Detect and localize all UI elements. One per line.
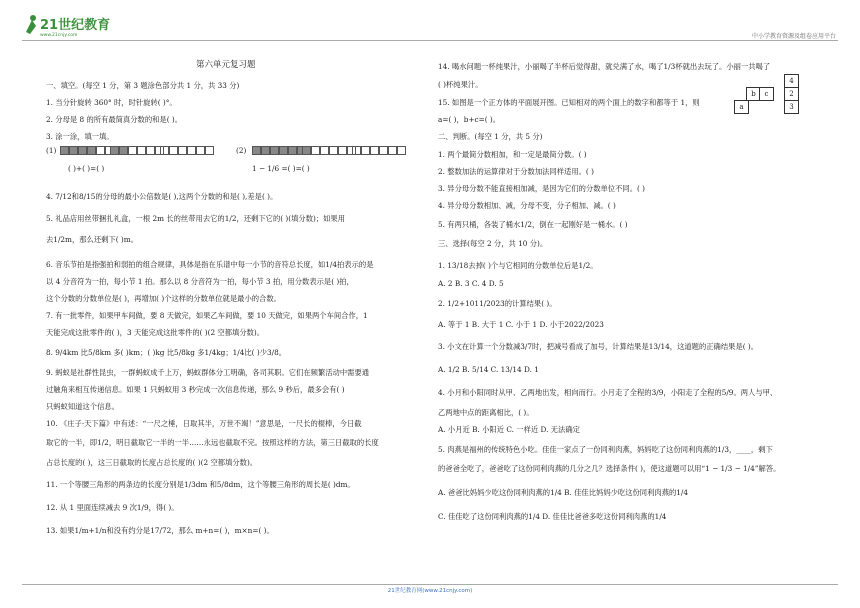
- question-text: 6. 音乐节拍是指强拍和弱拍的组合规律，具体是指在乐谱中每一小节的音符总长度，如1/4拍表示的是: [46, 260, 374, 269]
- question-text: 4. 7/12和8/15的分母的最小公倍数是( ),这两个分数的和是( ),差是( )。: [46, 192, 278, 201]
- question-text: 占总长度的( )，这三日截取的长度占总长度的( )(2 空都填分数)。: [46, 458, 258, 467]
- question-text: 5. 礼品店用丝带捆扎礼盒，一根 2m 长的丝带用去它的1/2，还剩下它的( )(填分数)；如果用: [46, 214, 346, 223]
- question-text: 3. 涂一涂，填一填。: [46, 132, 114, 141]
- net-cell: b: [746, 87, 761, 101]
- question-text: 12. 从 1 里面连续减去 9 次1/9，得( )。: [46, 503, 179, 512]
- net-cell: a: [734, 100, 749, 114]
- choice-options: A. 2 B. 3 C. 4 D. 5: [438, 279, 504, 288]
- question-text: 1. 13/18去掉( )个与它相同的分数单位后是1/2。: [438, 261, 598, 270]
- section-heading: 三、选择(每空 2 分，共 10 分)。: [438, 239, 548, 248]
- question-text: 3. 小文在计算一个分数减3/7时，把减号看成了加号，计算结果是13/14，这道题的正确结果是( )。: [438, 342, 759, 351]
- page-title: 第六单元复习题: [196, 60, 256, 70]
- net-cell: c: [759, 87, 774, 101]
- question-text: a=( )，b+c=( )。: [438, 115, 501, 124]
- question-text: 取它的一半，即1/2，明日截取它一半的一半……永远也截取不完。按照这样的方法，第三日截取的长度: [46, 438, 379, 447]
- question-text: 8. 9/4km 比5/8km 多( )km；( )kg 比5/8kg 多1/4kg；1/4比( )少3/8。: [46, 348, 287, 357]
- choice-options: A. 等于 1 B. 大于 1 C. 小于 1 D. 小于2022/2023: [438, 320, 604, 329]
- brand-logo: [22, 12, 142, 38]
- choice-options: A. 爸爸比妈妈少吃这份同利肉燕的1/4 B. 佳佳比妈妈少吃这份同利肉燕的1/4: [438, 488, 689, 497]
- net-cell: 2: [784, 87, 799, 101]
- question-text: 15. 如图是一个正方体的平面展开图。已知相对的两个面上的数字和都等于 1，则: [438, 98, 700, 107]
- question-text: 以 4 分音符为一拍，每小节 1 拍。那么以 8 分音符为一拍，每小节 3 拍，用分数表示是( )拍，: [46, 277, 354, 286]
- bar-equation: ( )+( )=( ): [68, 164, 105, 173]
- fraction-bar: [352, 146, 406, 154]
- footer-link[interactable]: 21世纪教育网(www.21cnjy.com): [387, 588, 473, 594]
- judgement-item: 4. 异分母分数相加、减，分母不变，分子相加、减。( ): [438, 201, 616, 210]
- judgement-item: 1. 两个最简分数相加，和一定是最简分数。( ): [438, 150, 587, 159]
- bar-label: (2): [236, 146, 247, 155]
- question-text: 1. 当分针旋转 360° 时，时针旋转( )°。: [46, 98, 177, 107]
- question-text: 7. 有一批零件，如果甲车间做，要 8 天做完，如果乙车间做，要 10 天做完，如果两个车间合作，1: [46, 311, 368, 320]
- bar-label: (1): [46, 146, 57, 155]
- question-text: ( )杯纯果汁。: [438, 80, 483, 89]
- bar-equation: 1 − 1/6 =( )=( ): [252, 164, 310, 173]
- choice-options: A. 小月近 B. 小阳近 C. 一样近 D. 无法确定: [438, 425, 580, 434]
- fraction-bar: [160, 146, 214, 154]
- question-text: 5. 肉燕是福州的传统特色小吃。佳佳一家点了一份同利肉燕，妈妈吃了这份同利肉燕的1/3，____，剩下: [438, 445, 773, 454]
- fraction-bar: [60, 146, 114, 154]
- question-text: 11. 一个等腰三角形的两条边的长度分别是1/3dm 和5/8dm，这个等腰三角形的周长是( )dm。: [46, 480, 355, 489]
- question-text: 只蚂蚁知道这个信息。: [46, 402, 119, 411]
- fraction-bar-figure: [46, 146, 426, 178]
- question-text: 13. 如果1/m+1/n和没有约分是17/72，那么 m+n=( )，m×n=( )。: [46, 526, 274, 535]
- question-text: 过触角来相互传递信息。如果 1 只蚂蚁用 3 秒完成一次信息传递，那么 9 秒后，最多会有( ): [46, 385, 345, 394]
- question-text: 4. 小月和小阳同时从甲、乙两地出发，相向而行。小月走了全程的3/9，小阳走了全程的5/9。两人与甲、: [438, 388, 778, 397]
- net-cell: 3: [784, 100, 799, 114]
- net-cell: 4: [784, 74, 799, 88]
- fraction-bar: [110, 146, 164, 154]
- fraction-bar: [252, 146, 306, 154]
- question-text: 10. 《庄子·天下篇》中有述：“一尺之棰，日取其半，万世不竭！”意思是，一尺长的棍棒，今日截: [46, 419, 362, 428]
- logo-subtext: www.21cnjy.com: [40, 33, 78, 38]
- judgement-item: 3. 异分母分数不能直接相加减，是因为它们的分数单位不同。( ): [438, 184, 646, 193]
- judgement-item: 2. 整数加法的运算律对于分数加法同样适用。( ): [438, 167, 594, 176]
- footer-divider: [22, 584, 838, 585]
- choice-options: C. 佳佳吃了这份同利肉燕的1/4 D. 佳佳比爸爸多吃这份同利肉燕的1/4: [438, 512, 667, 521]
- question-text: 2. 1/2+1011/2023的计算结果( )。: [438, 299, 557, 308]
- question-text: 2. 分母是 8 的所有最简真分数的和是( )。: [46, 115, 183, 124]
- choice-options: A. 1/2 B. 5/14 C. 13/14 D. 1: [438, 365, 539, 374]
- header-divider: [22, 40, 838, 41]
- question-text: 乙两地中点的距离相比，( )。: [438, 408, 534, 417]
- fraction-bar: [302, 146, 356, 154]
- question-text: 天能完成这批零件的( )，3 天能完成这批零件的( )(2 空都填分数)。: [46, 328, 265, 337]
- question-text: 14. 喝水问题一杯纯果汁，小丽喝了半杯后觉得甜，就兑满了水，喝了1/3杯就出去玩了。小丽一共喝了: [438, 62, 771, 71]
- logo-text: 21世纪教育: [40, 18, 111, 33]
- question-text: 的爸爸全吃了，爸爸吃了这份同利肉燕的几分之几？选择条件( )，使这道题可以用“1 − 1/3 − 1/4”解答。: [438, 464, 781, 473]
- question-text: 这个分数的分数单位是( )，再增加( )个这样的分数单位就是最小的合数。: [46, 294, 281, 303]
- question-text: 去1/2m，那么还剩下( )m。: [46, 235, 138, 244]
- platform-name: 中小学教育资源及组卷应用平台: [751, 33, 836, 40]
- question-text: 9. 蚂蚁是社群性昆虫，一群蚂蚁成千上万，蚂蚁群体分工明确，各司其职。它们在频繁活动中需要通: [46, 368, 370, 377]
- section-heading: 二、判断。(每空 1 分，共 5 分): [438, 132, 543, 141]
- judgement-item: 5. 有两只桶，各装了桶水1/2，倒在一起刚好是一桶水。( ): [438, 220, 628, 229]
- section-heading: 一、填空。(每空 1 分，第 3 题涂色部分共 1 分，共 33 分): [46, 81, 240, 90]
